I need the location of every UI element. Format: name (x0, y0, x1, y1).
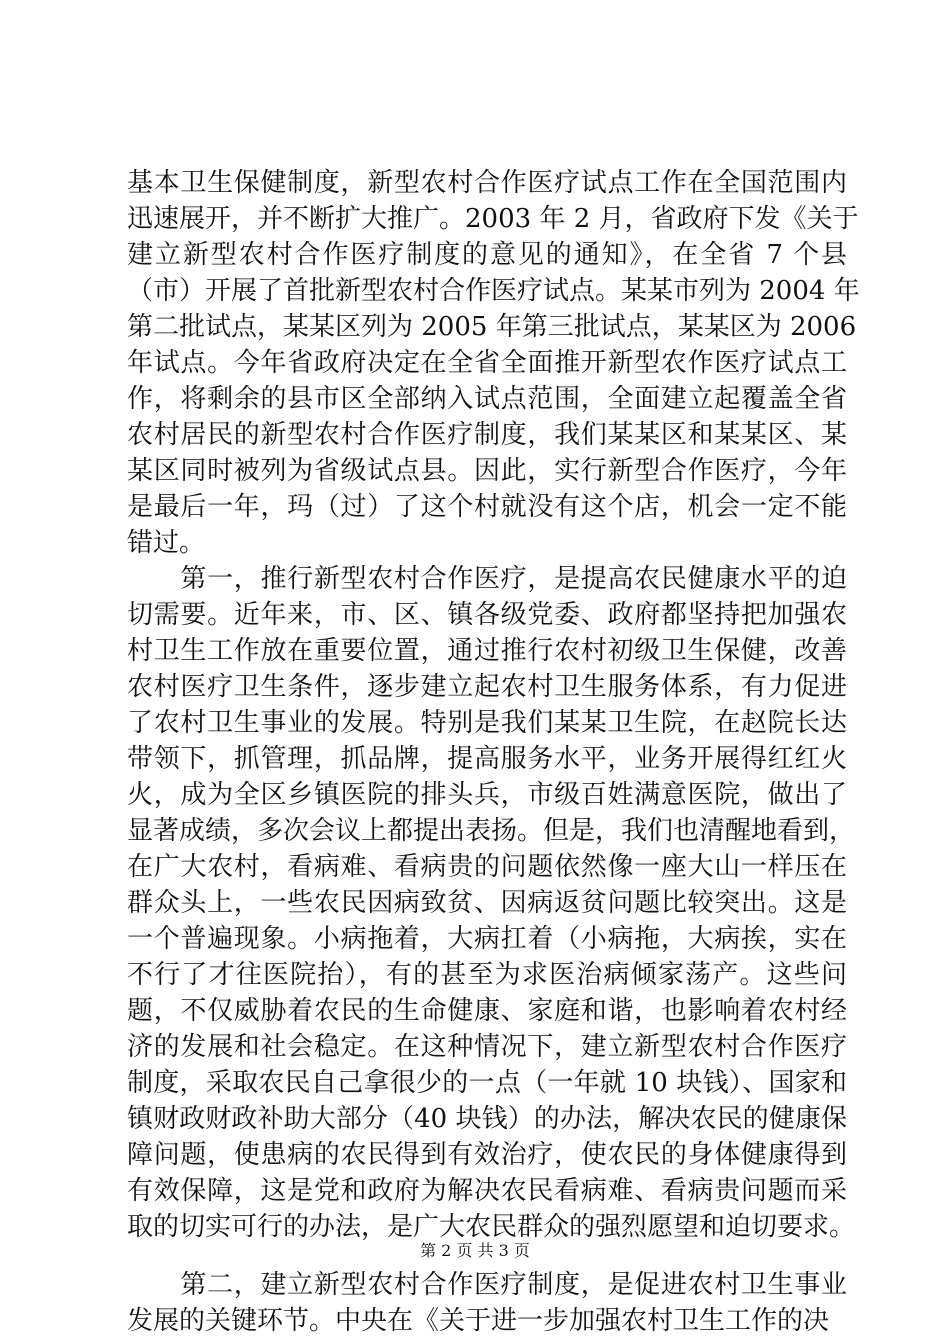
paragraph (127, 165, 860, 561)
text-line: 题，不仅威胁着农民的生命健康、家庭和谐，也影响着农村经 (127, 996, 847, 1026)
text-line: 作，将剩余的县市区全部纳入试点范围，全面建立起覆盖全省 (127, 384, 847, 414)
text-line: 在广大农村，看病难、看病贵的问题依然像一座大山一样压在 (127, 852, 847, 882)
text-line: 取的切实可行的办法，是广大农民群众的强烈愿望和迫切要求。 (127, 1212, 856, 1242)
text-line: （市）开展了首批新型农村合作医疗试点。某某市列为 2004 年 (127, 276, 860, 306)
text-line: 第二批试点，某某区列为 2005 年第三批试点，某某区为 2006 (127, 312, 857, 342)
body-text (127, 165, 860, 1339)
text-line: 带领下，抓管理，抓品牌，提高服务水平，业务开展得红红火 (127, 744, 847, 774)
text-line: 不行了才往医院抬），有的甚至为求医治病倾家荡产。这些问 (127, 960, 847, 990)
text-line: 制度，采取农民自己拿很少的一点（一年就 10 块钱）、国家和 (127, 1068, 847, 1098)
text-line: 群众头上，一些农民因病致贫、因病返贫问题比较突出。这是 (127, 888, 847, 918)
text-line: 济的发展和社会稳定。在这种情况下，建立新型农村合作医疗 (127, 1032, 847, 1062)
text-line: 某区同时被列为省级试点县。因此，实行新型合作医疗，今年 (127, 456, 847, 486)
text-line: 了农村卫生事业的发展。特别是我们某某卫生院，在赵院长达 (127, 708, 847, 738)
text-line: 第一，推行新型农村合作医疗，是提高农民健康水平的迫 (127, 564, 847, 594)
text-line: 年试点。今年省政府决定在全省全面推开新型农作医疗试点工 (127, 348, 847, 378)
text-line: 火，成为全区乡镇医院的排头兵，市级百姓满意医院，做出了 (127, 780, 847, 810)
text-line: 切需要。近年来，市、区、镇各级党委、政府都坚持把加强农 (127, 600, 847, 630)
text-line: 一个普遍现象。小病拖着，大病扛着（小病拖，大病挨，实在 (127, 924, 847, 954)
text-line: 村卫生工作放在重要位置，通过推行农村初级卫生保健，改善 (127, 636, 847, 666)
text-line: 建立新型农村合作医疗制度的意见的通知》，在全省 7 个县 (127, 240, 847, 270)
text-line: 镇财政财政补助大部分（40 块钱）的办法，解决农民的健康保 (127, 1104, 847, 1134)
text-line: 错过。 (127, 528, 206, 558)
text-line: 第二，建立新型农村合作医疗制度，是促进农村卫生事业 (127, 1270, 847, 1300)
text-line: 农村医疗卫生条件，逐步建立起农村卫生服务体系，有力促进 (127, 672, 847, 702)
text-line: 是最后一年，玛（过）了这个村就没有这个店，机会一定不能 (127, 492, 847, 522)
text-line: 农村居民的新型农村合作医疗制度，我们某某区和某某区、某 (127, 420, 847, 450)
paragraph (127, 1267, 847, 1339)
page-footer: 第 2 页 共 3 页 (420, 1241, 530, 1260)
text-line: 障问题，使患病的农民得到有效治疗，使农民的身体健康得到 (127, 1140, 847, 1170)
text-line: 显著成绩，多次会议上都提出表扬。但是，我们也清醒地看到， (127, 816, 856, 846)
text-line: 迅速展开，并不断扩大推广。2003 年 2 月，省政府下发《关于 (127, 204, 859, 234)
text-line: 发展的关键环节。中央在《关于进一步加强农村卫生工作的决 (127, 1306, 830, 1336)
paragraph (127, 561, 856, 1245)
text-line: 有效保障，这是党和政府为解决农民看病难、看病贵问题而采 (127, 1176, 847, 1206)
text-line: 基本卫生保健制度，新型农村合作医疗试点工作在全国范围内 (127, 168, 847, 198)
